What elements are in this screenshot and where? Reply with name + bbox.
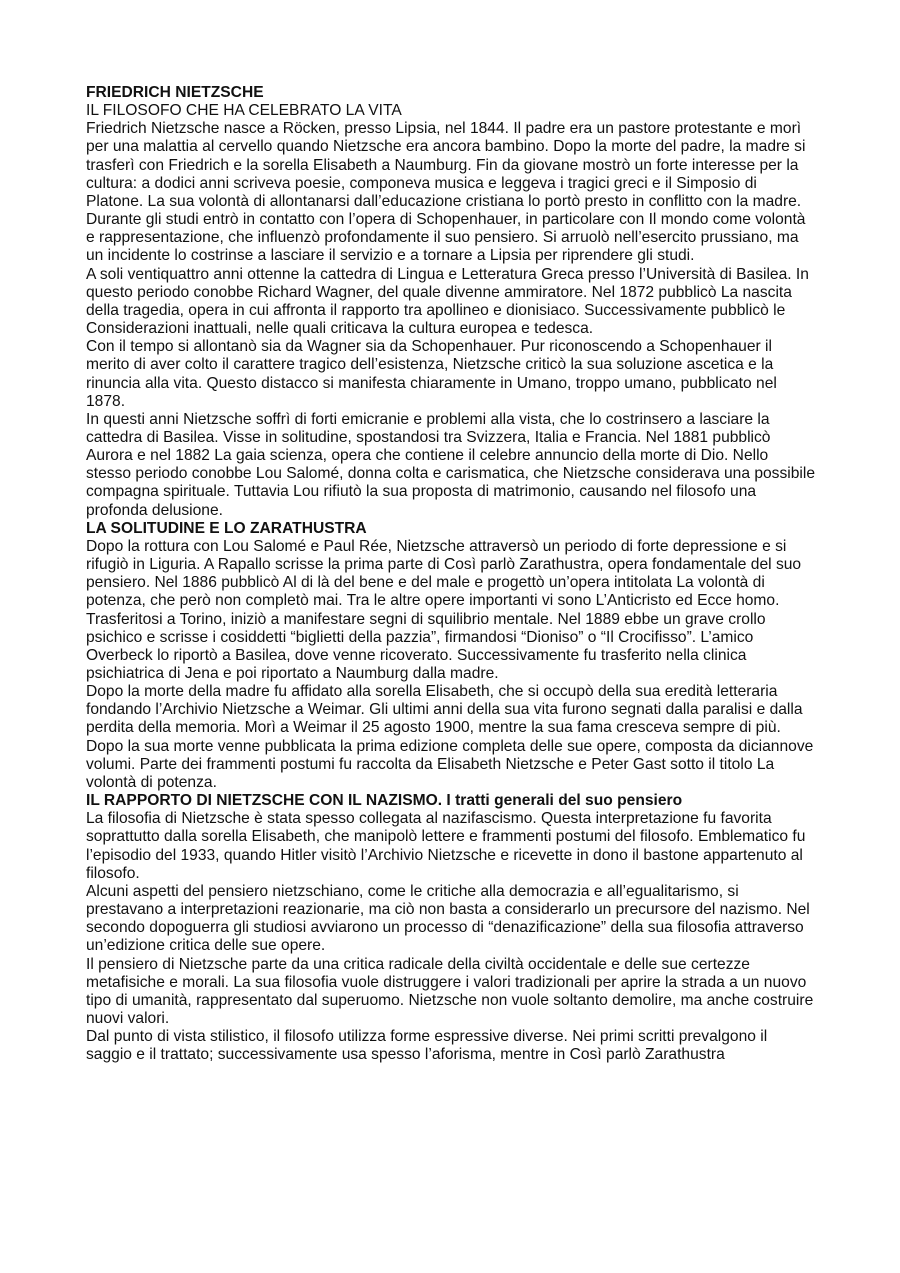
paragraph: Dal punto di vista stilistico, il filosofo utilizza forme espressive diverse. Nei primi scritti prevalgono il saggio e il trattato; successivamente usa spesso l’aforisma, mentre in Così parlò Zarathustra: [86, 1028, 768, 1064]
paragraph: Dopo la morte della madre fu affidato alla sorella Elisabeth, che si occupò della sua eredità letteraria fondando l’Archivio Nietzsche a Weimar. Gli ultimi anni della sua vita furono segnati dalla paralisi e dalla perdita della memoria. Morì a Weimar il 25 agosto 1900, mentre la sua fama cresceva sempre di più.: [86, 683, 803, 737]
document-subtitle: IL FILOSOFO CHE HA CELEBRATO LA VITA: [86, 102, 402, 120]
paragraph: La filosofia di Nietzsche è stata spesso collegata al nazifascismo. Questa interpretazione fu favorita soprattutto dalla sorella Elisabeth, che manipolò lettere e frammenti postumi del filosofo. Emblematico fu l’episodio del 1933, quando Hitler visitò l’Archivio Nietzsche e ricevette in dono il bastone appartenuto al filosofo.: [86, 810, 806, 882]
document-page: [86, 84, 816, 1064]
paragraph: Durante gli studi entrò in contatto con l’opera di Schopenhauer, in particolare con Il mondo come volontà e rappresentazione, che influenzò profondamente il suo pensiero. Si arruolò nell’esercito prussiano, ma un incidente lo costrinse a lasciare il servizio e a tornare a Lipsia per riprendere gli studi.: [86, 211, 806, 265]
document-title: FRIEDRICH NIETZSCHE: [86, 84, 264, 101]
paragraph: Dopo la rottura con Lou Salomé e Paul Rée, Nietzsche attraversò un periodo di forte depressione e si rifugiò in Liguria. A Rapallo scrisse la prima parte di Così parlò Zarathustra, opera fondamentale del suo pensiero. Nel 1886 pubblicò Al di là del bene e del male e progettò un’opera intitolata La volontà di potenza, che però non completò mai. Tra le altre opere importanti vi sono L’Anticristo ed Ecce homo.: [86, 537, 802, 610]
section-heading: IL RAPPORTO DI NIETZSCHE CON IL NAZISMO. I tratti generali del suo pensiero: [86, 792, 683, 810]
paragraph: Il pensiero di Nietzsche parte da una critica radicale della civiltà occidentale e delle sue certezze metafisiche e morali. La sua filosofia vuole distruggere i valori tradizionali per aprire la strada a un nuovo tipo di umanità, rappresentato dal superuomo. Nietzsche non vuole soltanto demolire, ma anche costruire nuovi valori.: [86, 955, 814, 1027]
paragraph: Alcuni aspetti del pensiero nietzschiano, come le critiche alla democrazia e all’egualitarismo, si prestavano a interpretazioni reazionarie, ma ciò non basta a considerarlo un precursore del nazismo. Nel secondo dopoguerra gli studiosi avviarono un processo di “denazificazione” della sua filosofia attraverso un’edizione critica delle sue opere.: [86, 882, 810, 955]
paragraph: Dopo la sua morte venne pubblicata la prima edizione completa delle sue opere, composta da diciannove volumi. Parte dei frammenti postumi fu raccolta da Elisabeth Nietzsche e Peter Gast sotto il titolo La volontà di potenza.: [86, 737, 814, 791]
paragraph: Friedrich Nietzsche nasce a Röcken, presso Lipsia, nel 1844. Il padre era un pastore protestante e morì per una malattia al cervello quando Nietzsche era ancora bambino. Dopo la morte del padre, la madre si trasferì con Friedrich e la sorella Elisabeth a Naumburg. Fin da giovane mostrò un forte interesse per la cultura: a dodici anni scriveva poesie, componeva musica e leggeva i tragici greci e il Simposio di Platone. La sua volontà di allontanarsi dall’educazione cristiana lo portò presto in conflitto con la madre.: [86, 120, 806, 210]
paragraph: A soli ventiquattro anni ottenne la cattedra di Lingua e Letteratura Greca presso l’Università di Basilea. In questo periodo conobbe Richard Wagner, del quale divenne ammiratore. Nel 1872 pubblicò La nascita della tragedia, opera in cui affronta il rapporto tra apollineo e dionisiaco. Successivamente pubblicò le Considerazioni inattuali, nelle quali criticava la cultura europea e tedesca.: [86, 265, 809, 338]
paragraph: Trasferitosi a Torino, iniziò a manifestare segni di squilibrio mentale. Nel 1889 ebbe un grave crollo psichico e scrisse i cosiddetti “biglietti della pazzia”, firmandosi “Dioniso” o “Il Crocifisso”. L’amico Overbeck lo riportò a Basilea, dove venne ricoverato. Successivamente fu trasferito nella clinica psichiatrica di Jena e poi riportato a Naumburg dalla madre.: [86, 610, 766, 682]
paragraph: Con il tempo si allontanò sia da Wagner sia da Schopenhauer. Pur riconoscendo a Schopenhauer il merito di aver colto il carattere tragico dell’esistenza, Nietzsche criticò la sua soluzione ascetica e la rinuncia alla vita. Questo distacco si manifesta chiaramente in Umano, troppo umano, pubblicato nel 1878.: [86, 338, 777, 410]
paragraph: In questi anni Nietzsche soffrì di forti emicranie e problemi alla vista, che lo costrinsero a lasciare la cattedra di Basilea. Visse in solitudine, spostandosi tra Svizzera, Italia e Francia. Nel 1881 pubblicò Aurora e nel 1882 La gaia scienza, opera che contiene il celebre annuncio della morte di Dio. Nello stesso periodo conobbe Lou Salomé, donna colta e carismatica, che Nietzsche considerava una possibile compagna spirituale. Tuttavia Lou rifiutò la sua proposta di matrimonio, causando nel filosofo una profonda delusione.: [86, 410, 816, 519]
section-heading: LA SOLITUDINE E LO ZARATHUSTRA: [86, 519, 367, 537]
